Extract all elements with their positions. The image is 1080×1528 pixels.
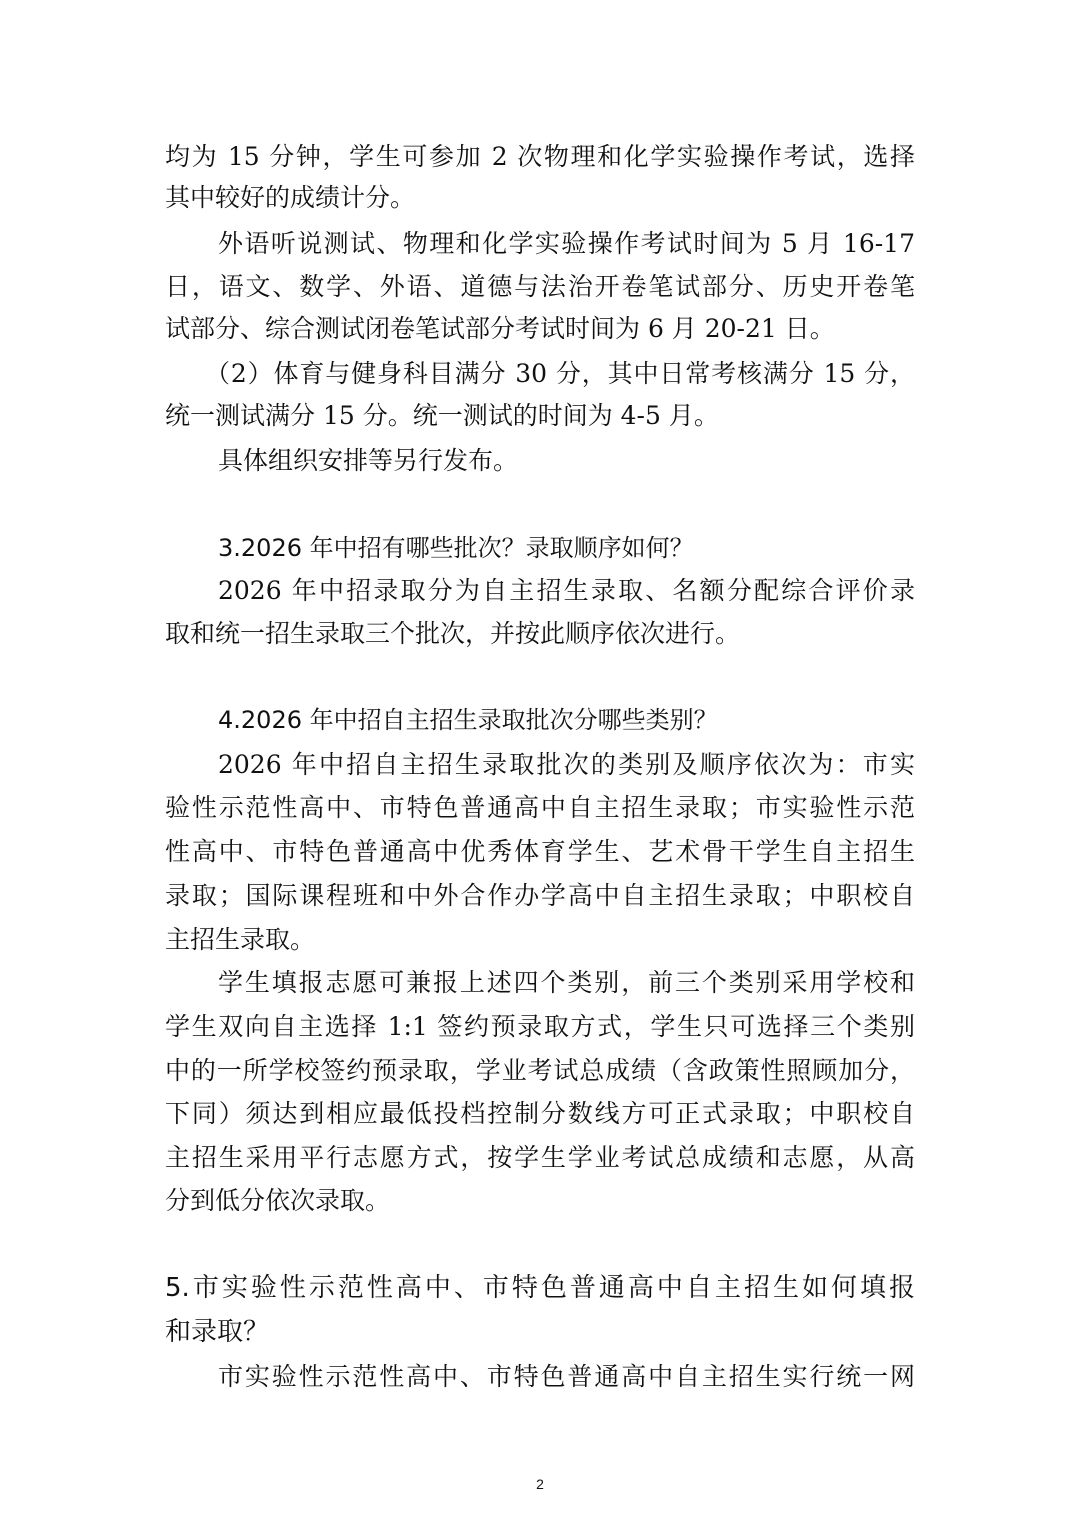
body-line: 学生填报志愿可兼报上述四个类别，前三个类别采用学校和: [218, 968, 915, 997]
body-line: 其中较好的成绩计分。: [165, 183, 416, 212]
body-line: 验性示范性高中、市特色普通高中自主招生录取；市实验性示范: [165, 793, 915, 822]
section-heading-4: 4.2026 年中招自主招生录取批次分哪些类别？: [218, 706, 718, 734]
body-line: 试部分、综合测试闭卷笔试部分考试时间为 6 月 20-21 日。: [165, 314, 835, 343]
body-line: 均为 15 分钟，学生可参加 2 次物理和化学实验操作考试，选择: [165, 142, 915, 171]
body-line: 录取；国际课程班和中外合作办学高中自主招生录取；中职校自: [165, 881, 915, 910]
body-line: 统一测试满分 15 分。统一测试的时间为 4-5 月。: [165, 401, 719, 430]
body-line: 日，语文、数学、外语、道德与法治开卷笔试部分、历史开卷笔: [165, 272, 915, 301]
body-line: 中的一所学校签约预录取，学业考试总成绩（含政策性照顾加分，: [165, 1056, 915, 1085]
section-heading-5-cont: 和录取？: [165, 1317, 270, 1347]
body-line: 取和统一招生录取三个批次，并按此顺序依次进行。: [165, 619, 741, 648]
body-line: 下同）须达到相应最低投档控制分数线方可正式录取；中职校自: [165, 1099, 915, 1128]
body-line: （2）体育与健身科目满分 30 分，其中日常考核满分 15 分，: [205, 359, 915, 388]
body-line: 学生双向自主选择 1:1 签约预录取方式，学生只可选择三个类别: [165, 1012, 915, 1041]
body-line: 分到低分依次录取。: [165, 1186, 391, 1215]
body-line: 具体组织安排等另行发布。: [218, 446, 519, 475]
body-line: 市实验性示范性高中、市特色普通高中自主招生实行统一网: [218, 1362, 915, 1391]
body-line: 主招生录取。: [165, 925, 316, 954]
body-line: 2026 年中招录取分为自主招生录取、名额分配综合评价录: [218, 576, 915, 605]
section-heading-3: 3.2026 年中招有哪些批次？录取顺序如何？: [218, 534, 694, 562]
body-line: 外语听说测试、物理和化学实验操作考试时间为 5 月 16-17: [218, 229, 915, 258]
section-heading-5: 5.市实验性示范性高中、市特色普通高中自主招生如何填报: [165, 1273, 915, 1303]
page-number: 2: [536, 1476, 544, 1492]
body-line: 性高中、市特色普通高中优秀体育学生、艺术骨干学生自主招生: [165, 837, 915, 866]
body-line: 2026 年中招自主招生录取批次的类别及顺序依次为：市实: [218, 750, 915, 779]
body-line: 主招生采用平行志愿方式，按学生学业考试总成绩和志愿，从高: [165, 1143, 915, 1172]
